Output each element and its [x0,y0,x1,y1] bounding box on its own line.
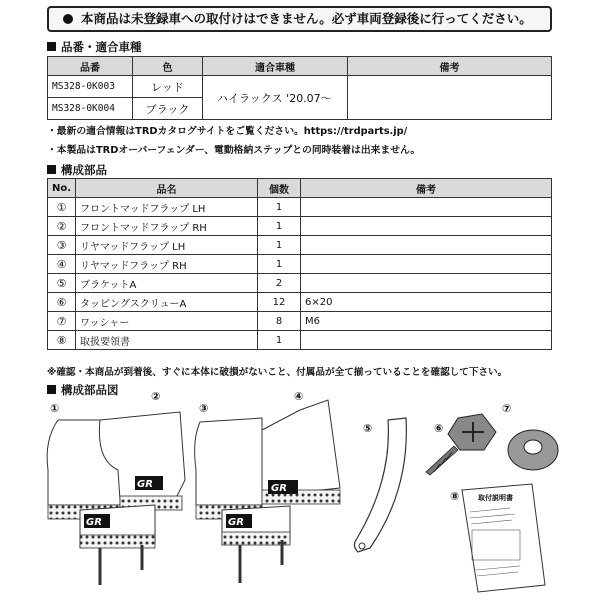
part-number-cell: MS328-0K004 [48,98,133,120]
table-row [48,76,552,98]
inspection-note: ※確認・本商品が到着後、すぐに本体に破損がないこと、付属品が全て揃っていることを確認して下さい。 [47,367,508,378]
callout-1: ① [50,402,60,415]
table-row [48,236,552,255]
section-heading-components [47,162,107,178]
compatibility-note: ・本製品はTRDオーバーフェンダー、電動格納ステップとの同時装着は出来ません。 [47,145,421,156]
table-row [48,293,552,312]
item-remarks [301,274,552,293]
callout-3: ③ [199,402,209,415]
item-name: フロントマッドフラップ RH [76,217,258,236]
item-quantity: 1 [258,331,301,350]
item-number: ⑦ [48,312,76,331]
color-cell: レッド [133,76,203,98]
front-mud-flap-front-illustration [80,505,155,585]
item-number: ② [48,217,76,236]
gr-logo: GR [86,517,102,528]
callout-6: ⑥ [434,422,444,435]
table-row [48,217,552,236]
column-header: 備考 [348,57,552,76]
callout-4: ④ [294,390,304,403]
gr-logo: GR [137,479,153,490]
callout-2: ② [151,390,161,403]
item-quantity: 1 [258,255,301,274]
item-quantity: 1 [258,217,301,236]
bullet-icon [63,14,73,24]
part-number-table [47,56,552,120]
item-quantity: 8 [258,312,301,331]
washer-illustration [508,430,558,470]
column-header: 色 [133,57,203,76]
color-cell: ブラック [133,98,203,120]
item-quantity: 12 [258,293,301,312]
rear-mud-flap-front-illustration [222,506,290,583]
callout-8: ⑧ [450,490,460,503]
section-title: 構成部品 [61,163,107,177]
notice-text: 本商品は未登録車への取付けはできません。必ず車両登録後に行ってください。 [81,11,532,26]
bracket-a-illustration [354,418,406,552]
column-header: 品名 [76,179,258,198]
item-remarks: M6 [301,312,552,331]
square-bullet-icon [47,385,56,394]
section-title: 構成部品図 [61,383,119,397]
item-remarks [301,255,552,274]
item-remarks: 6×20 [301,293,552,312]
item-number: ⑥ [48,293,76,312]
vehicle-cell: ハイラックス '20.07～ [203,76,348,120]
column-header: 品番 [48,57,133,76]
item-number: ④ [48,255,76,274]
rear-mud-flap-lh-illustration [195,418,262,519]
gr-logo: GR [228,517,244,528]
part-number-cell: MS328-0K003 [48,76,133,98]
item-remarks [301,331,552,350]
item-name: タッピングスクリューA [76,293,258,312]
section-heading-part-number [47,39,142,55]
column-header: 備考 [301,179,552,198]
item-number: ③ [48,236,76,255]
table-row [48,274,552,293]
gr-logo: GR [271,483,287,494]
parts-diagram [0,395,600,600]
item-name: ワッシャー [76,312,258,331]
table-row [48,198,552,217]
column-header: No. [48,179,76,198]
item-name: リヤマッドフラップ RH [76,255,258,274]
section-title: 品番・適合車種 [61,40,142,54]
item-number: ⑤ [48,274,76,293]
table-row [48,331,552,350]
table-row [48,312,552,331]
remarks-cell [348,76,552,120]
item-name: リヤマッドフラップ LH [76,236,258,255]
item-quantity: 1 [258,236,301,255]
item-remarks [301,198,552,217]
item-name: フロントマッドフラップ LH [76,198,258,217]
item-name: 取扱要領書 [76,331,258,350]
unregistered-vehicle-notice [47,6,552,32]
installation-manual-illustration [462,484,545,592]
item-remarks [301,236,552,255]
callout-5: ⑤ [363,422,373,435]
callout-7: ⑦ [502,402,512,415]
components-table [47,178,552,350]
manual-title: 取付説明書 [478,494,513,502]
column-header: 個数 [258,179,301,198]
item-quantity: 2 [258,274,301,293]
item-number: ① [48,198,76,217]
square-bullet-icon [47,42,56,51]
catalog-note: ・最新の適合情報はTRDカタログサイトをご覧ください。https://trdparts.jp/ [47,126,408,137]
item-number: ⑧ [48,331,76,350]
table-row [48,255,552,274]
item-name: ブラケットA [76,274,258,293]
item-remarks [301,217,552,236]
column-header: 適合車種 [203,57,348,76]
item-quantity: 1 [258,198,301,217]
square-bullet-icon [47,165,56,174]
